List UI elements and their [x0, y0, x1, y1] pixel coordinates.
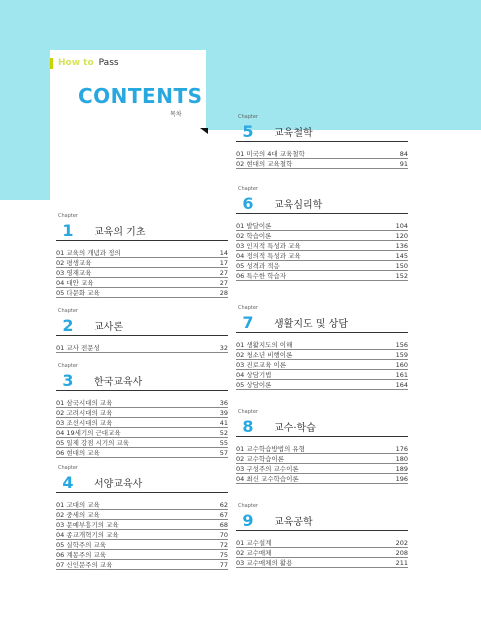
toc-item[interactable]	[56, 530, 228, 540]
chapter-label: Chapter	[58, 308, 78, 314]
toc-item-text: 03 인지적 특성과 교육	[236, 242, 301, 250]
chapter-item-list	[56, 500, 228, 570]
toc-item[interactable]	[56, 398, 228, 408]
toc-item[interactable]	[236, 548, 408, 558]
toc-item-text: 04 종교개혁기의 교육	[56, 531, 119, 539]
tag-how: How to	[58, 58, 94, 68]
chapter-item-list	[236, 221, 408, 281]
chapter-item-list	[236, 340, 408, 390]
toc-item[interactable]	[236, 159, 408, 169]
toc-item-text: 02 교수학습이론	[236, 455, 285, 463]
toc-item-page: 196	[395, 474, 408, 483]
toc-item-page: 176	[395, 444, 408, 453]
toc-item-text: 04 상담기법	[236, 371, 272, 379]
toc-item[interactable]	[56, 560, 228, 570]
toc-item-text: 03 교수매체의 활용	[236, 559, 293, 567]
chapter-title: 교육철학	[274, 127, 313, 139]
chapter-label: Chapter	[238, 114, 258, 120]
toc-item-text: 04 19세기의 근대교육	[56, 429, 121, 437]
toc-item-text: 01 교육의 개념과 정의	[56, 249, 121, 257]
chapter-block	[56, 213, 228, 298]
toc-item[interactable]	[56, 278, 228, 288]
chapter-label: Chapter	[238, 503, 258, 509]
chapter-block	[236, 305, 408, 390]
toc-item[interactable]	[56, 248, 228, 258]
chapter-block	[56, 465, 228, 570]
toc-item-page: 180	[395, 454, 408, 463]
toc-item[interactable]	[236, 340, 408, 350]
toc-item[interactable]	[236, 350, 408, 360]
corner-triangle-icon	[200, 128, 208, 134]
toc-item[interactable]	[236, 380, 408, 390]
toc-item-text: 02 고려시대의 교육	[56, 409, 113, 417]
toc-item[interactable]	[236, 464, 408, 474]
toc-item[interactable]	[236, 261, 408, 271]
toc-item-page: 28	[219, 288, 228, 297]
toc-item-page: 41	[219, 418, 228, 427]
chapter-title: 교육심리학	[274, 199, 323, 211]
toc-item-page: 145	[395, 251, 408, 260]
toc-item[interactable]	[56, 500, 228, 510]
toc-item-page: 91	[399, 159, 408, 168]
toc-item[interactable]	[236, 221, 408, 231]
toc-item-page: 14	[219, 248, 228, 257]
chapter-title: 교육공학	[274, 516, 313, 528]
toc-item-text: 05 실학주의 교육	[56, 541, 107, 549]
chapter-label: Chapter	[58, 465, 78, 471]
toc-item-text: 07 신인문주의 교육	[56, 561, 113, 569]
toc-item[interactable]	[56, 268, 228, 278]
tag-pass: Pass	[98, 58, 119, 68]
chapter-number: 3	[62, 370, 74, 390]
toc-item-text: 03 문예부흥기의 교육	[56, 521, 119, 529]
toc-item[interactable]	[56, 428, 228, 438]
toc-item-text: 01 삼국시대의 교육	[56, 399, 113, 407]
chapter-label: Chapter	[58, 363, 78, 369]
toc-item-text: 02 중세의 교육	[56, 511, 100, 519]
toc-item-text: 03 구성주의 교수이론	[236, 465, 299, 473]
toc-item-page: 208	[395, 548, 408, 557]
chapter-title: 교육의 기초	[94, 226, 146, 238]
toc-item[interactable]	[56, 418, 228, 428]
chapter-number: 6	[242, 193, 254, 213]
toc-item-text: 03 조선시대의 교육	[56, 419, 113, 427]
toc-item[interactable]	[236, 474, 408, 484]
toc-item-page: 32	[219, 343, 228, 352]
chapter-number: 4	[62, 472, 74, 492]
chapter-heading	[236, 121, 408, 142]
chapter-title: 교사론	[94, 321, 123, 333]
toc-item-page: 152	[395, 271, 408, 280]
toc-item-text: 01 교사 전문성	[56, 344, 100, 352]
toc-item-page: 161	[395, 370, 408, 379]
toc-item-page: 156	[395, 340, 408, 349]
chapter-item-list	[236, 538, 408, 568]
toc-item-page: 39	[219, 408, 228, 417]
toc-item-page: 67	[219, 510, 228, 519]
toc-item[interactable]	[56, 438, 228, 448]
toc-item-text: 01 고대의 교육	[56, 501, 100, 509]
toc-item-text: 02 현대의 교육철학	[236, 160, 293, 168]
toc-item-page: 211	[395, 558, 408, 567]
chapter-heading	[56, 370, 228, 391]
toc-item-page: 77	[219, 560, 228, 569]
toc-item[interactable]	[236, 558, 408, 568]
toc-item[interactable]	[236, 454, 408, 464]
toc-item-page: 84	[399, 149, 408, 158]
toc-item[interactable]	[236, 271, 408, 281]
toc-item-page: 150	[395, 261, 408, 270]
chapter-label: Chapter	[238, 186, 258, 192]
chapter-block	[236, 503, 408, 568]
toc-item-text: 06 특수한 학습자	[236, 272, 287, 280]
toc-item-text: 01 교수설계	[236, 539, 272, 547]
toc-item[interactable]	[56, 540, 228, 550]
chapter-number: 5	[242, 121, 254, 141]
toc-item-page: 189	[395, 464, 408, 473]
toc-item[interactable]	[236, 231, 408, 241]
chapter-block	[236, 114, 408, 169]
chapter-heading	[236, 416, 408, 437]
chapter-item-list	[56, 343, 228, 353]
chapter-number: 8	[242, 416, 254, 436]
chapter-title: 한국교육사	[94, 376, 143, 388]
chapter-heading	[236, 193, 408, 214]
chapter-block	[56, 363, 228, 458]
toc-item[interactable]	[56, 510, 228, 520]
toc-item-page: 52	[219, 428, 228, 437]
toc-item[interactable]	[236, 538, 408, 548]
toc-item-page: 159	[395, 350, 408, 359]
toc-item[interactable]	[56, 448, 228, 458]
toc-item[interactable]	[56, 520, 228, 530]
page-subtitle: 목차	[170, 111, 182, 118]
chapter-title: 서양교육사	[94, 478, 143, 490]
chapter-label: Chapter	[238, 305, 258, 311]
chapter-item-list	[236, 149, 408, 169]
toc-item-text: 01 발달이론	[236, 222, 272, 230]
toc-item[interactable]	[56, 288, 228, 298]
toc-item-text: 04 최신 교수학습이론	[236, 475, 299, 483]
toc-item-page: 36	[219, 398, 228, 407]
toc-item-text: 06 계몽주의 교육	[56, 551, 107, 559]
chapter-label: Chapter	[238, 409, 258, 415]
chapter-heading	[236, 510, 408, 531]
toc-item-page: 55	[219, 438, 228, 447]
toc-item[interactable]	[236, 444, 408, 454]
chapter-number: 2	[62, 315, 74, 335]
toc-item-text: 01 미국의 4대 교육철학	[236, 150, 305, 158]
toc-item-page: 17	[219, 258, 228, 267]
page-title: CONTENTS	[78, 84, 203, 108]
toc-item[interactable]	[236, 241, 408, 251]
chapter-heading	[236, 312, 408, 333]
chapter-block	[236, 409, 408, 484]
toc-item-text: 03 진로교육 이론	[236, 361, 287, 369]
toc-item[interactable]	[56, 258, 228, 268]
toc-item[interactable]	[236, 360, 408, 370]
toc-item-page: 164	[395, 380, 408, 389]
toc-item-text: 06 현대의 교육	[56, 449, 100, 457]
chapter-number: 1	[62, 220, 74, 240]
toc-item-text: 04 대안 교육	[56, 279, 94, 287]
toc-item[interactable]	[56, 408, 228, 418]
chapter-heading	[56, 315, 228, 336]
toc-item-text: 01 생활지도의 이해	[236, 341, 293, 349]
chapter-number: 7	[242, 312, 254, 332]
how-to-pass-tag	[50, 57, 119, 69]
tag-bar-icon	[50, 58, 53, 69]
toc-item-text: 05 일제 강점 시기의 교육	[56, 439, 130, 447]
toc-item-page: 62	[219, 500, 228, 509]
toc-item-text: 05 다문화 교육	[56, 289, 100, 297]
toc-item-page: 70	[219, 530, 228, 539]
chapter-label: Chapter	[58, 213, 78, 219]
chapter-block	[236, 186, 408, 281]
toc-item-page: 75	[219, 550, 228, 559]
toc-item-page: 72	[219, 540, 228, 549]
toc-item-text: 05 성격과 적응	[236, 262, 280, 270]
toc-item-text: 02 교수매체	[236, 549, 272, 557]
toc-item-page: 104	[395, 221, 408, 230]
chapter-heading	[56, 472, 228, 493]
chapter-number: 9	[242, 510, 254, 530]
toc-item-page: 160	[395, 360, 408, 369]
chapter-item-list	[56, 398, 228, 458]
toc-item-page: 27	[219, 268, 228, 277]
toc-item-text: 05 상담이론	[236, 381, 272, 389]
chapter-block	[56, 308, 228, 353]
toc-item[interactable]	[56, 343, 228, 353]
chapter-heading	[56, 220, 228, 241]
chapter-item-list	[56, 248, 228, 298]
chapter-title: 생활지도 및 상담	[274, 318, 348, 330]
toc-item[interactable]	[56, 550, 228, 560]
toc-item-page: 120	[395, 231, 408, 240]
toc-item-text: 04 정의적 특성과 교육	[236, 252, 301, 260]
toc-item-text: 02 청소년 비행이론	[236, 351, 293, 359]
toc-item-page: 202	[395, 538, 408, 547]
toc-item[interactable]	[236, 149, 408, 159]
toc-item[interactable]	[236, 370, 408, 380]
toc-item-page: 68	[219, 520, 228, 529]
toc-item[interactable]	[236, 251, 408, 261]
toc-item-page: 57	[219, 448, 228, 457]
toc-item-page: 27	[219, 278, 228, 287]
toc-item-text: 03 영재교육	[56, 269, 92, 277]
toc-item-page: 136	[395, 241, 408, 250]
chapter-title: 교수·학습	[274, 422, 316, 434]
toc-item-text: 01 교수학습방법의 유형	[236, 445, 305, 453]
chapter-item-list	[236, 444, 408, 484]
toc-item-text: 02 평생교육	[56, 259, 92, 267]
toc-item-text: 02 학습이론	[236, 232, 272, 240]
